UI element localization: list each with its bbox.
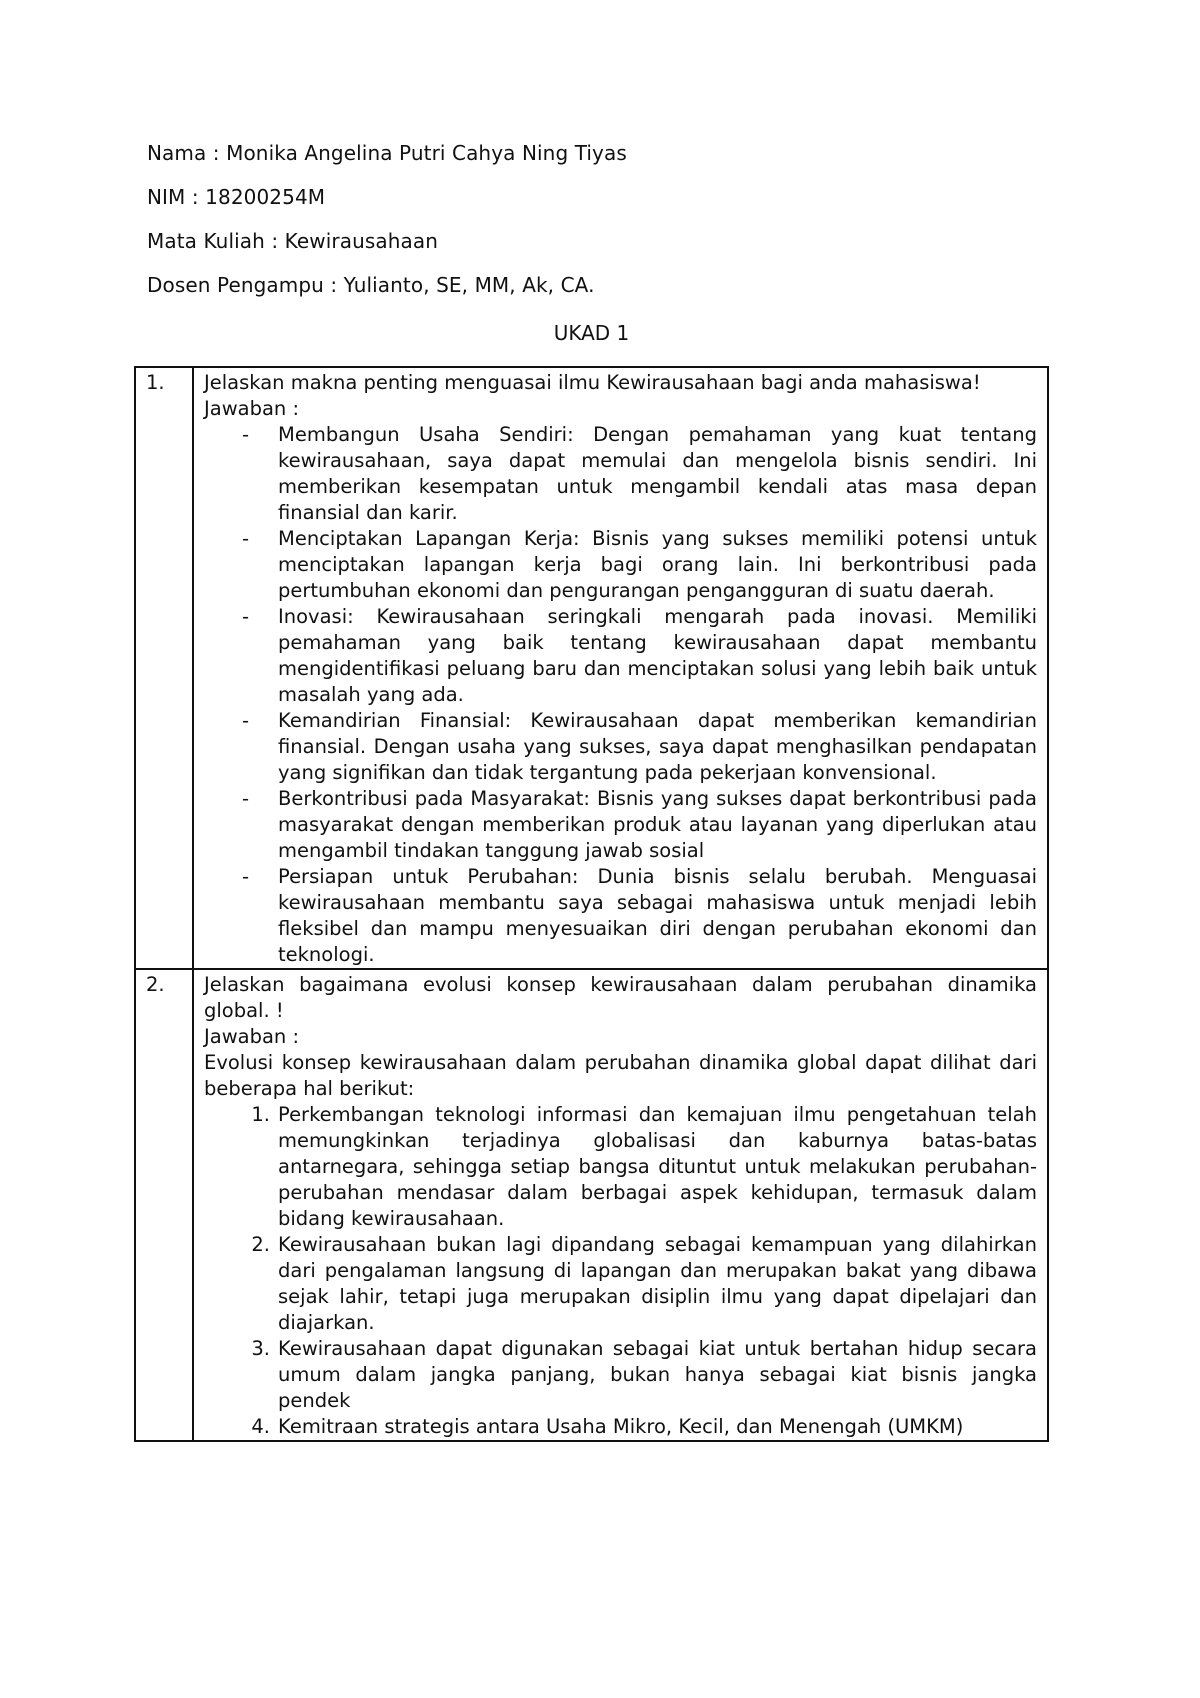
lecturer-name: Dosen Pengampu : Yulianto, SE, MM, Ak, CA. [147, 273, 595, 297]
list-item-text: Berkontribusi pada Masyarakat: Bisnis yang sukses dapat berkontribusi pada masyarakat dengan memberikan produk atau layanan yang diperlukan atau mengambil tindakan tanggung jawab sosial [278, 787, 1037, 862]
list-item-text: Kemitraan strategis antara Usaha Mikro, Kecil, dan Menengah (UMKM) [278, 1415, 964, 1438]
list-marker: 1. [251, 1103, 270, 1126]
question-text: Jelaskan bagaimana evolusi konsep kewirausahaan dalam perubahan dinamika global. ! [204, 973, 1037, 1022]
list-item [204, 864, 1037, 968]
list-marker: 3. [251, 1337, 270, 1360]
list-item-text: Persiapan untuk Perubahan: Dunia bisnis selalu berubah. Menguasai kewirausahaan membantu saya sebagai mahasiswa untuk menjadi lebih fleksibel dan mampu menyesuaikan diri dengan perubahan ekonomi dan teknologi. [278, 865, 1037, 966]
question-cell [193, 367, 1048, 969]
list-marker: 2. [251, 1233, 270, 1256]
table-row [135, 969, 1048, 1441]
list-item [204, 786, 1037, 864]
question-text: Jelaskan makna penting menguasai ilmu Kewirausahaan bagi anda mahasiswa! [204, 371, 981, 394]
qa-table [134, 366, 1049, 1442]
list-item [204, 708, 1037, 786]
answer-list [204, 422, 1037, 968]
list-item-text: Perkembangan teknologi informasi dan kemajuan ilmu pengetahuan telah memungkinkan terjadinya globalisasi dan kaburnya batas-batas antarnegara, sehingga setiap bangsa dituntut untuk melakukan perubahan-perubahan mendasar dalam berbagai aspek kehidupan, termasuk dalam bidang kewirausahaan. [278, 1103, 1037, 1230]
list-marker: - [242, 787, 250, 810]
list-item [204, 526, 1037, 604]
list-item-text: Membangun Usaha Sendiri: Dengan pemahaman yang kuat tentang kewirausahaan, saya dapat memulai dan mengelola bisnis sendiri. Ini memberikan kesempatan untuk mengambil kendali atas masa depan finansial dan karir. [278, 423, 1037, 524]
list-marker: - [242, 605, 250, 628]
student-nim: NIM : 18200254M [147, 185, 326, 209]
table-row [135, 367, 1048, 969]
list-marker: 4. [251, 1415, 270, 1438]
student-name: Nama : Monika Angelina Putri Cahya Ning Tiyas [147, 141, 627, 165]
list-item-text: Menciptakan Lapangan Kerja: Bisnis yang sukses memiliki potensi untuk menciptakan lapangan kerja bagi orang lain. Ini berkontribusi pada pertumbuhan ekonomi dan pengurangan pengangguran di suatu daerah. [278, 527, 1037, 602]
question-cell [193, 969, 1048, 1441]
student-info [147, 142, 1047, 318]
list-item [204, 422, 1037, 526]
list-item [204, 1102, 1037, 1232]
list-item [204, 1414, 1037, 1440]
answer-intro: Evolusi konsep kewirausahaan dalam perubahan dinamika global dapat dilihat dari beberapa hal berikut: [204, 1051, 1037, 1100]
list-item-text: Inovasi: Kewirausahaan seringkali mengarah pada inovasi. Memiliki pemahaman yang baik tentang kewirausahaan dapat membantu mengidentifikasi peluang baru dan menciptakan solusi yang lebih baik untuk masalah yang ada. [278, 605, 1037, 706]
list-item [204, 1336, 1037, 1414]
answer-label: Jawaban : [204, 1025, 300, 1048]
list-item-text: Kewirausahaan bukan lagi dipandang sebagai kemampuan yang dilahirkan dari pengalaman langsung di lapangan dan merupakan bakat yang dibawa sejak lahir, tetapi juga merupakan disiplin ilmu yang dapat dipelajari dan diajarkan. [278, 1233, 1037, 1334]
document-title: UKAD 1 [553, 321, 630, 345]
answer-label: Jawaban : [204, 397, 300, 420]
list-item-text: Kewirausahaan dapat digunakan sebagai kiat untuk bertahan hidup secara umum dalam jangka panjang, bukan hanya sebagai kiat bisnis jangka pendek [278, 1337, 1037, 1412]
list-marker: - [242, 527, 250, 550]
list-marker: - [242, 709, 250, 732]
question-number: 2. [135, 969, 193, 1441]
question-number: 1. [135, 367, 193, 969]
course-name: Mata Kuliah : Kewirausahaan [147, 229, 438, 253]
list-item-text: Kemandirian Finansial: Kewirausahaan dapat memberikan kemandirian finansial. Dengan usaha yang sukses, saya dapat menghasilkan pendapatan yang signifikan dan tidak tergantung pada pekerjaan konvensional. [278, 709, 1037, 784]
answer-list [204, 1102, 1037, 1440]
list-item [204, 604, 1037, 708]
list-item [204, 1232, 1037, 1336]
list-marker: - [242, 423, 250, 446]
list-marker: - [242, 865, 250, 888]
